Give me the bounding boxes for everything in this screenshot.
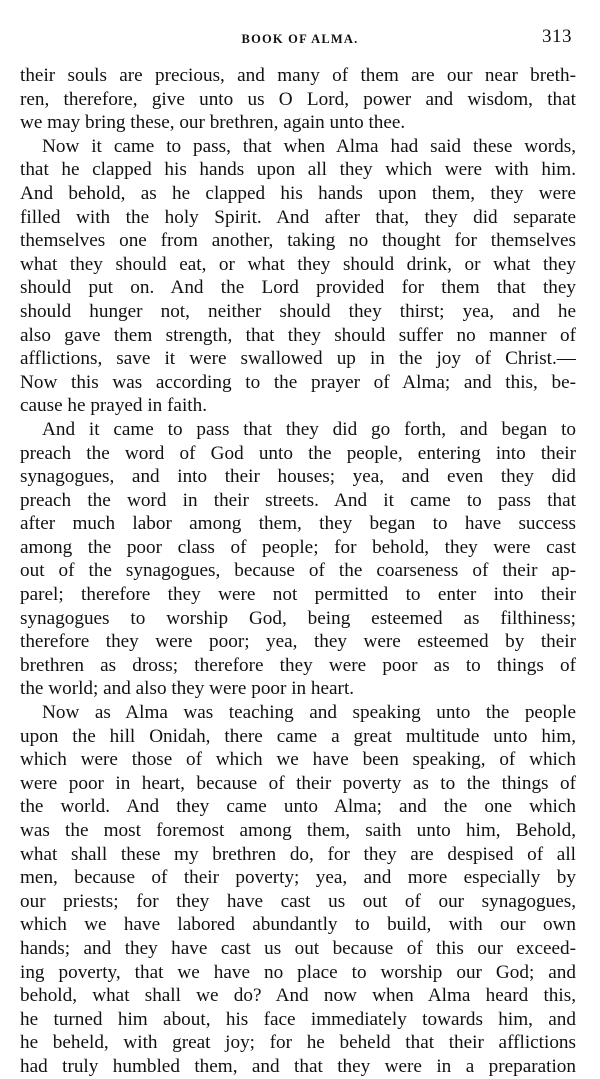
text-line: ing poverty, that we have no place to worship our God; and bbox=[20, 961, 576, 983]
text-line: which were those of which we have been speaking, of which bbox=[20, 749, 576, 771]
text-line: which we have labored abundantly to build, with our own bbox=[20, 914, 576, 936]
text-line: the world. And they came unto Alma; and the one which bbox=[20, 796, 576, 818]
text-line: synagogues, and into their houses; yea, and even they did bbox=[20, 466, 576, 488]
text-line: was the most foremost among them, saith unto him, Behold, bbox=[20, 820, 576, 841]
text-line: what they should eat, or what they should drink, or what they bbox=[20, 253, 576, 275]
text-line: Now as Alma was teaching and speaking unto the people bbox=[42, 702, 576, 724]
text-line: Now it came to pass, that when Alma had said these words, bbox=[42, 135, 576, 157]
text-line: And it came to pass that they did go forth, and began to bbox=[42, 418, 576, 440]
text-line: we may bring these, our brethren, again unto thee. bbox=[20, 112, 406, 134]
text-line: what shall these my brethren do, for they are despised of all bbox=[20, 843, 576, 865]
text-line: out of the synagogues, because of the coarseness of their ap- bbox=[20, 560, 576, 582]
text-line: should hunger not, neither should they thirst; yea, and he bbox=[20, 300, 576, 322]
text-line: cause he prayed in faith. bbox=[20, 395, 207, 417]
page-number: 313 bbox=[542, 26, 572, 47]
text-line: afflictions, save it were swallowed up in the joy of Christ.— bbox=[20, 348, 576, 370]
text-line: were poor in heart, because of their poverty as to the things of bbox=[20, 772, 576, 794]
text-line: their souls are precious, and many of them are our near breth- bbox=[20, 65, 576, 86]
text-line: he beheld, with great joy; for he beheld that their afflictions bbox=[20, 1032, 576, 1054]
text-line: he turned him about, his face immediately towards him, and bbox=[20, 1008, 576, 1030]
text-line: also gave them strength, that they should suffer no manner of bbox=[20, 324, 576, 346]
text-line: upon the hill Onidah, there came a great multitude unto him, bbox=[20, 725, 576, 747]
text-line: had truly humbled them, and that they were in a preparation bbox=[20, 1055, 576, 1077]
body-text bbox=[20, 64, 576, 1079]
text-line: the world; and also they were poor in heart. bbox=[20, 678, 355, 700]
text-line: synagogues to worship God, being esteemed as filthiness; bbox=[20, 607, 576, 629]
text-line: themselves one from another, taking no thought for themselves bbox=[20, 230, 576, 252]
text-line: preach the word of God unto the people, entering into their bbox=[20, 442, 576, 464]
text-line: ren, therefore, give unto us O Lord, power and wisdom, that bbox=[20, 88, 576, 110]
text-line: that he clapped his hands upon all they which were with him. bbox=[20, 159, 576, 181]
text-line: And behold, as he clapped his hands upon them, they were bbox=[20, 182, 576, 204]
text-line: men, because of their poverty; yea, and more especially by bbox=[20, 867, 576, 889]
running-head-title: BOOK OF ALMA. bbox=[241, 32, 359, 46]
running-head bbox=[0, 26, 600, 50]
text-line: hands; and they have cast us out because of this our exceed- bbox=[20, 937, 576, 959]
text-line: should put on. And the Lord provided for them that they bbox=[20, 277, 576, 299]
text-line: therefore they were poor; yea, they were esteemed by their bbox=[20, 631, 576, 653]
text-line: our priests; for they have cast us out of our synagogues, bbox=[20, 890, 576, 912]
text-line: brethren as dross; therefore they were poor as to things of bbox=[20, 654, 576, 676]
text-line: parel; therefore they were not permitted to enter into their bbox=[20, 584, 576, 606]
text-line: behold, what shall we do? And now when Alma heard this, bbox=[20, 985, 576, 1007]
text-line: among the poor class of people; for behold, they were cast bbox=[20, 536, 576, 558]
text-line: filled with the holy Spirit. And after that, they did separate bbox=[20, 206, 576, 228]
text-line: Now this was according to the prayer of Alma; and this, be- bbox=[20, 371, 576, 393]
text-line: after much labor among them, they began to have success bbox=[20, 513, 576, 535]
text-line: preach the word in their streets. And it came to pass that bbox=[20, 489, 576, 511]
